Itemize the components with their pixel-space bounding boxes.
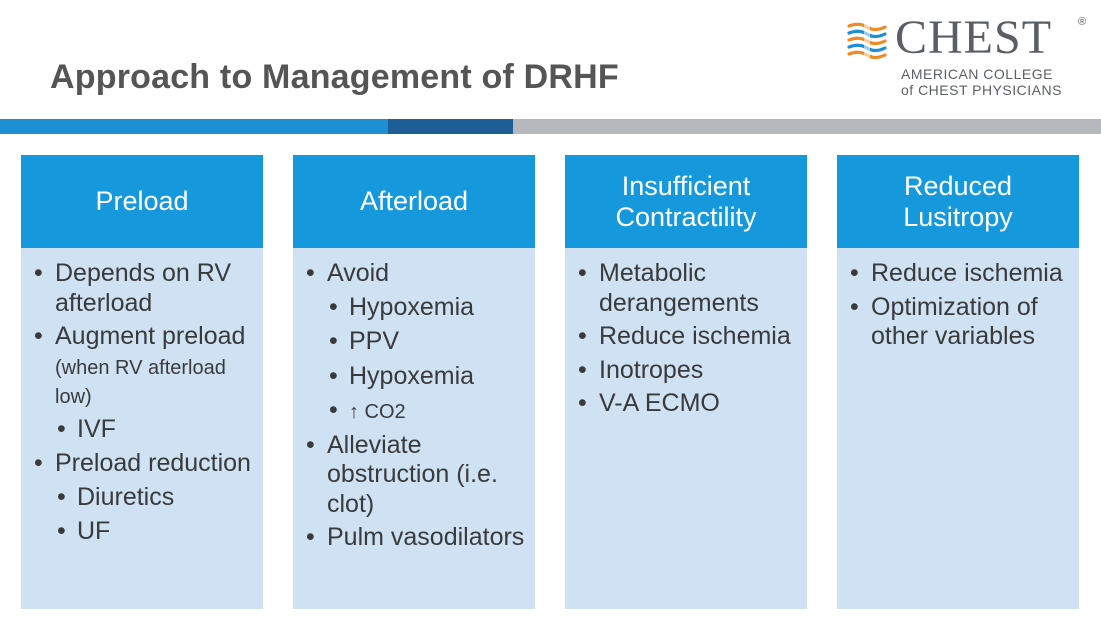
bullet-item: • Preload reduction: [21, 449, 263, 479]
bullet-item: • Reduce ischemia: [837, 259, 1079, 289]
column-insufficient-contractility: [565, 155, 807, 609]
bullet-item: • Avoid: [293, 259, 535, 289]
accent-bar-blue: [0, 119, 388, 134]
accent-bar-gray: [513, 119, 1101, 134]
bullet-item: • Pulm vasodilators: [293, 523, 535, 553]
logo-subtitle-line1: AMERICAN COLLEGE: [901, 66, 1053, 82]
sub-bullet-item: • IVF: [21, 415, 263, 445]
column-afterload: [293, 155, 535, 609]
bullet-item: • Reduce ischemia: [565, 322, 807, 352]
column-header-label: Insufficient Contractility: [615, 170, 757, 232]
slide-title: Approach to Management of DRHF: [50, 58, 619, 96]
bullet-list: [21, 259, 263, 552]
bullet-note: (when RV afterload low): [55, 356, 226, 408]
logo-subtitle-line2: of CHEST PHYSICIANS: [901, 82, 1062, 98]
bullet-item: • V-A ECMO: [565, 389, 807, 419]
chest-wordmark: CHEST: [895, 11, 1053, 64]
bullet-item: • Inotropes: [565, 356, 807, 386]
bullet-list: [837, 259, 1079, 356]
column-header-label: Afterload: [359, 186, 469, 216]
bullet-item: • Metabolic derangements: [565, 259, 807, 318]
chest-logo-icon: [845, 18, 889, 62]
sub-bullet-item: • Hypoxemia: [293, 362, 535, 392]
column-header: [293, 155, 535, 248]
sub-bullet-item: • UF: [21, 517, 263, 547]
bullet-item: • Optimization of other variables: [837, 293, 1079, 352]
registered-mark: ®: [1078, 16, 1087, 28]
sub-bullet-item: • Hypoxemia: [293, 293, 535, 323]
bullet-item: • Augment preload (when RV afterload low): [21, 322, 263, 411]
column-header: [565, 155, 807, 248]
bullet-item: • Depends on RV afterload: [21, 259, 263, 318]
bullet-list: [565, 259, 807, 423]
sub-bullet-item: • Diuretics: [21, 483, 263, 513]
bullet-list: [293, 259, 535, 557]
column-header: [837, 155, 1079, 248]
column-reduced-lusitropy: [837, 155, 1079, 609]
column-header-label: Reduced Lusitropy: [903, 170, 1013, 232]
sub-bullet-item: • PPV: [293, 327, 535, 357]
sub-bullet-item: • ↑ CO2: [293, 396, 535, 426]
column-preload: [21, 155, 263, 609]
column-header-label: Preload: [95, 186, 189, 216]
accent-bar-dark-blue: [388, 119, 513, 134]
chest-logo: [845, 11, 1090, 104]
column-header: [21, 155, 263, 248]
bullet-item: • Alleviate obstruction (i.e. clot): [293, 431, 535, 520]
